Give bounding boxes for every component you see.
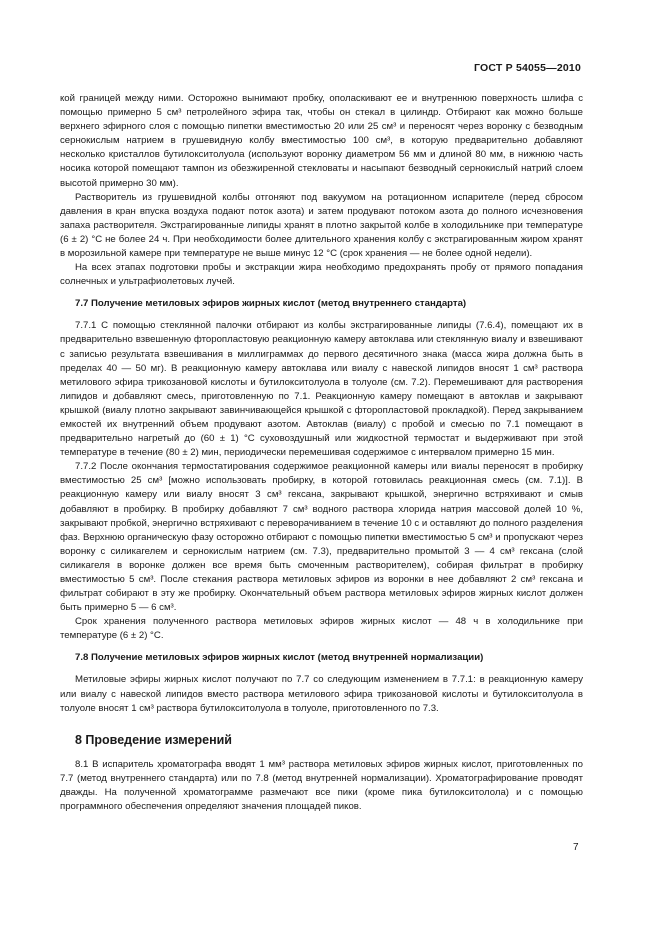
section-heading-7-7: 7.7 Получение метиловых эфиров жирных кислот (метод внутреннего стандарта) <box>75 298 467 310</box>
paragraph: 7.7.1 С помощью стеклянной палочки отбирают из колбы экстрагированные липиды (7.6.4), помещают их в предварительно взвешенную фторопластовую реакционную камеру автоклава или стеклянную виалу и взвешивают с записью результата взвешивания в миллиграммах до первого десятичного знака (масса жира должна быть в пределах 40 — 50 мг). В реакционную камеру автоклава или виалу с навеской липидов вносят 1 см³ раствора метилового эфира трикозановой кислоты и бутилокситолуола в толуоле (см. 7.2). Перемешивают для растворения липидов и добавляют смесь, приготовленную по 7.1. Реакционную камеру помещают в автоклав и закрывают крышкой (виалу плотно закрывают завинчивающейся крышкой с фторопластовой прокладкой). Перед закрыванием емкостей их внутренний объем продувают азотом. Автоклав (виалу) с пробой и смесью по 7.1 помещают в предварительно нагретый до (60 ± 1) °С суховоздушный или жидкостной термостат и выдерживают при этой температуре в течение (80 ± 2) мин, периодически перемешивая содержимое с интервалом примерно 15 мин. <box>60 320 583 459</box>
document-body <box>60 92 583 814</box>
paragraph: Растворитель из грушевидной колбы отгоняют под вакуумом на ротационном испарителе (перед сбросом давления в кран впуска воздуха подают поток азота) и затем продувают потоком азота до полного исчезновения запаха растворителя. Экстрагированные липиды хранят в плотно закрытой колбе в холодильнике при температуре (6 ± 2) °С не более 24 ч. При необходимости более длительного хранения колбу с экстрагированным жиром хранят в морозильной камере при температуре не выше минус 12 °С (срок хранения — не более одной недели). <box>60 191 583 260</box>
paragraph: На всех этапах подготовки пробы и экстракции жира необходимо предохранять пробу от прямого попадания солнечных и ультрафиолетовых лучей. <box>60 262 583 288</box>
section-heading-8: 8 Проведение измерений <box>75 732 232 747</box>
paragraph: Метиловые эфиры жирных кислот получают по 7.7 со следующим изменением в 7.7.1: в реакционную камеру или виалу с навеской липидов вместо раствора метилового эфира трикозановой кислоты и бутилокситолуола в толуоле вносят 1 см³ раствора бутилокситолуола в толуоле, приготовленного по 7.3. <box>60 674 583 714</box>
paragraph: 7.7.2 После окончания термостатирования содержимое реакционной камеры или виалы переносят в пробирку вместимостью 25 см³ [можно использовать пробирку, в которой готовилась реакционная смесь (см. 7.1)]. В реакционную камеру или виалу вносят 3 см³ гексана, закрывают крышкой, энергично встряхивают и смыв добавляют в пробирку. В пробирку добавляют 7 см³ водного раствора хлорида натрия массовой долей 10 %, закрывают пробкой, энергично встряхивают с переворачиванием в течение 10 с и оставляют до полного разделения фаз. Верхнюю органическую фазу осторожно отбирают с помощью пипетки вместимостью 5 см³ и пропускают через воронку с силикагелем и сернокислым натрием (см. 7.3), предварительно промытой 3 — 4 см³ гексана (слой силикагеля в воронке должен все время быть смоченным растворителем), собирая фильтрат в пробирку вместимостью 5 см³. После стекания раствора метиловых эфиров из воронки в нее добавляют 2 см³ гексана и фильтрат собирают в эту же пробирку. Окончательный объем раствора метиловых эфиров жирных кислот должен быть примерно 5 — 6 см³. <box>60 461 583 614</box>
page-number: 7 <box>573 842 579 853</box>
paragraph: кой границей между ними. Осторожно вынимают пробку, ополаскивают ее и внутреннюю поверхность шлифа с помощью примерно 5 см³ петролейного эфира так, чтобы он стекал в цилиндр. Отбирают как можно больше верхнего эфирного слоя с помощью пипетки вместимостью 20 или 25 см³ и переносят через воронку с безводным сернокислым натрием в грушевидную колбу вместимостью 100 см³, в которую предварительно добавляют несколько кристаллов бутилокситолуола (используют воронку диаметром 56 мм и длиной 80 мм, в нижнюю часть носика которой помещают тампон из обезжиренной стекловаты и насыпают безводный сернокислый натрий слоем высотой примерно 30 мм). <box>60 93 583 189</box>
document-code: ГОСТ Р 54055—2010 <box>473 62 581 74</box>
paragraph: 8.1 В испаритель хроматографа вводят 1 мм³ раствора метиловых эфиров жирных кислот, приготовленных по 7.7 (метод внутреннего стандарта) или по 7.8 (метод внутренней нормализации). Хроматографирование проводят дважды. На полученной хроматограмме размечают все пики (кроме пика бутилокситолола) и с помощью программного обеспечения определяют значения площадей пиков. <box>60 758 583 813</box>
paragraph: Срок хранения полученного раствора метиловых эфиров жирных кислот — 48 ч в холодильнике при температуре (6 ± 2) °С. <box>60 616 583 642</box>
section-heading-7-8: 7.8 Получение метиловых эфиров жирных кислот (метод внутренней нормализации) <box>75 652 484 664</box>
